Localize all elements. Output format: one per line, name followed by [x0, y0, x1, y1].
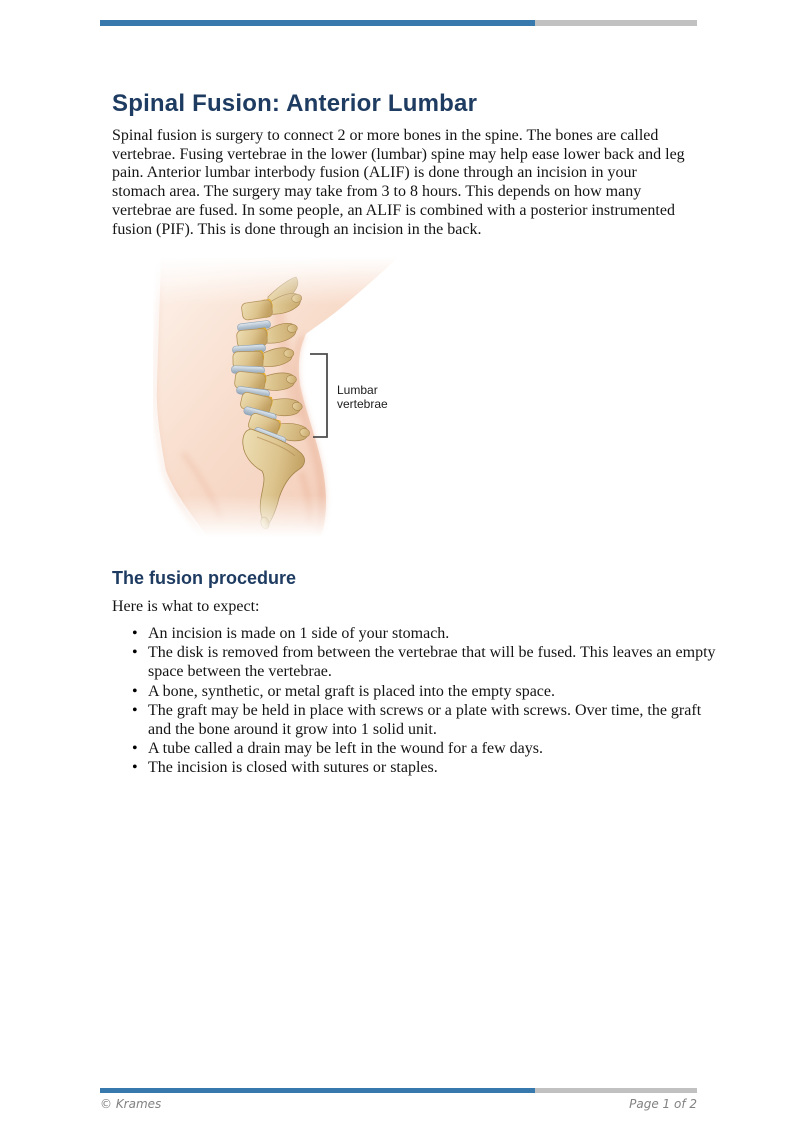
copyright-text: © Krames: [100, 1097, 162, 1111]
list-item: • The graft may be held in place with screws or a plate with screws. Over time, the graft and the bone around it grow into 1 solid unit.: [148, 701, 728, 739]
list-item: • A bone, synthetic, or metal graft is placed into the empty space.: [148, 682, 728, 701]
list-item: • A tube called a drain may be left in the wound for a few days.: [148, 739, 728, 758]
list-item: • An incision is made on 1 side of your stomach.: [148, 624, 728, 643]
header-rule-blue-segment: [100, 20, 535, 26]
list-item: • The disk is removed from between the vertebrae that will be fused. This leaves an empty space between the vertebrae.: [148, 643, 728, 681]
footer: [100, 1097, 697, 1112]
footer-rule: [100, 1088, 697, 1093]
procedure-list: [112, 624, 728, 778]
bottom-fade: [153, 495, 405, 537]
label-bracket: [310, 354, 327, 437]
intro-paragraph: Spinal fusion is surgery to connect 2 or more bones in the spine. The bones are called vertebrae. Fusing vertebrae in the lower (lumbar) spine may help ease lower back and leg pain. Anterior lumbar interbody fusion (ALIF) is done through an incision in your stomach area. The surgery may take from 3 to 8 hours. This depends on how many vertebrae are fused. In some people, an ALIF is combined with a posterior instrumented fusion (PIF). This is done through an incision in the back.: [112, 127, 685, 238]
page-title: Spinal Fusion: Anterior Lumbar: [112, 90, 478, 117]
header-rule-gray-segment: [535, 20, 697, 26]
section-heading: The fusion procedure: [112, 568, 297, 588]
top-fade: [153, 257, 405, 305]
list-item: • The incision is closed with sutures or staples.: [148, 758, 728, 777]
footer-rule-gray-segment: [535, 1088, 697, 1093]
footer-rule-blue-segment: [100, 1088, 535, 1093]
spine-label-line1: Lumbar: [337, 383, 378, 397]
spine-label-line2: vertebrae: [337, 397, 388, 411]
page-number: Page 1 of 2: [629, 1097, 697, 1111]
lumbar-spine-figure: [153, 257, 405, 537]
section-lead: Here is what to expect:: [112, 598, 260, 615]
header-rule: [100, 20, 697, 26]
spine-illustration: [153, 257, 405, 537]
